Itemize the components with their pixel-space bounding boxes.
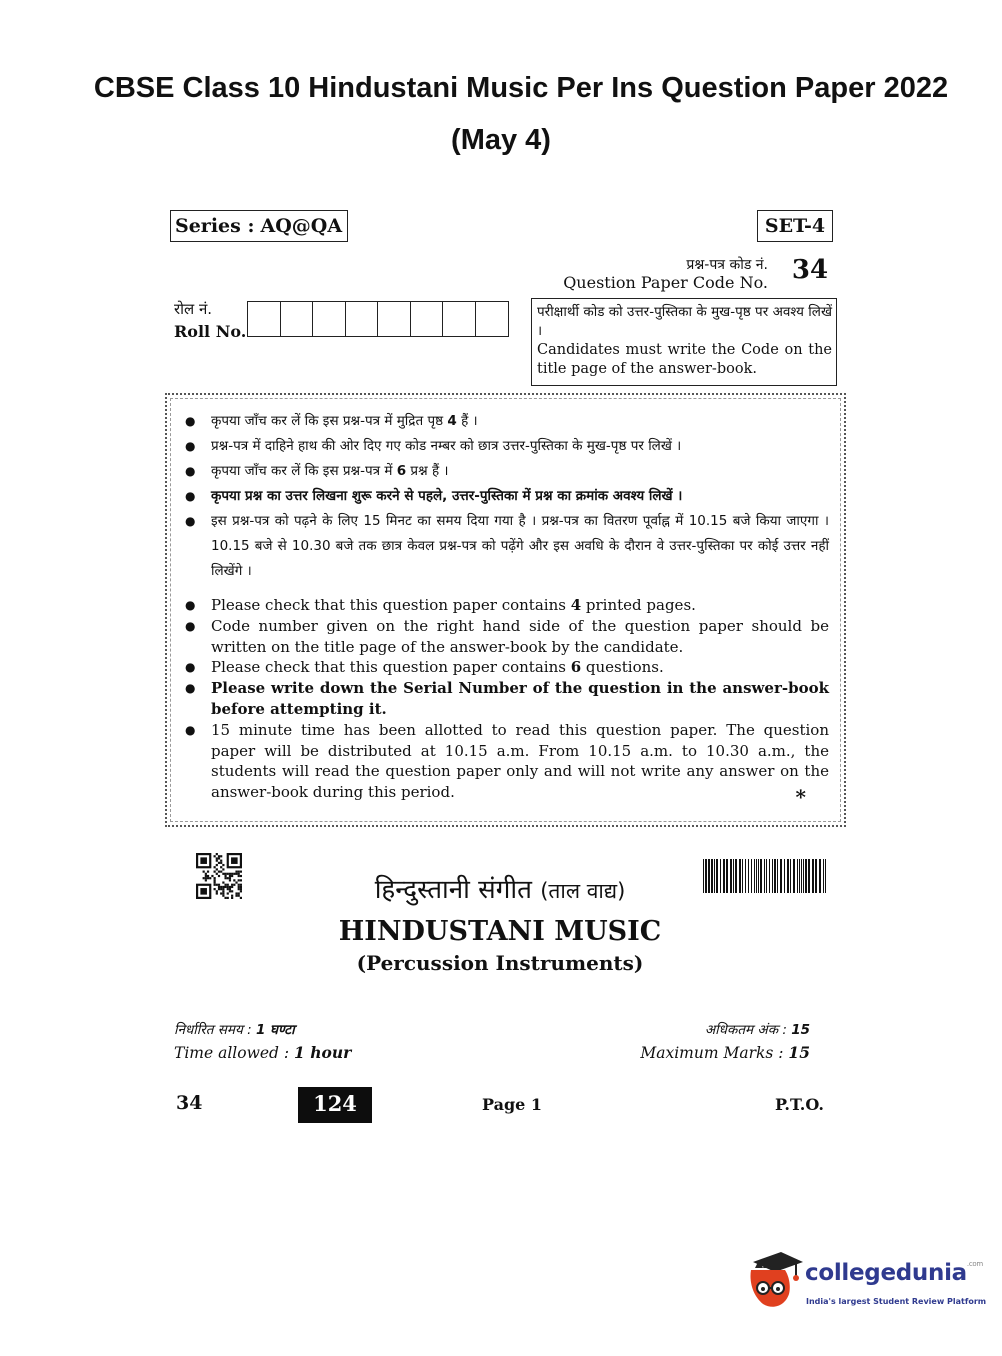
instruction-text: इस प्रश्न-पत्र को पढ़ने के लिए 15 मिनट का समय दिया गया है । प्रश्न-पत्र का वितरण पूर्वाह्न में 10.15 बजे किया जाएगा । 10.15 बजे से 10.30 बजे तक छात्र केवल प्रश्न-पत्र को पढ़ेंगे और इस अवधि के दौरान वे उत्तर-पुस्तिका पर कोई उत्तर नहीं लिखेंगे । [211, 513, 829, 579]
instructions-english-list [179, 595, 829, 803]
logo-name [805, 1260, 983, 1286]
instruction-item [179, 509, 829, 584]
roll-no-digit-box[interactable] [346, 302, 379, 336]
series-value: AQ@QA [260, 215, 343, 237]
instruction-item [179, 409, 829, 434]
logo-tagline: India's largest Student Review Platform [806, 1297, 987, 1306]
instruction-item [179, 657, 829, 678]
time-label-hindi: निर्धारित समय : [174, 1022, 252, 1038]
instruction-text: हैं । [456, 413, 478, 429]
time-label: Time allowed : [174, 1044, 290, 1062]
instruction-item [179, 720, 829, 803]
question-paper-code-label-hindi: प्रश्न-पत्र कोड नं. [686, 257, 768, 273]
code-note-hindi: परीक्षार्थी कोड को उत्तर-पुस्तिका के मुख-पृष्ठ पर अवश्य लिखें । [537, 304, 832, 339]
time-allowed-hindi [174, 1020, 295, 1038]
footer-number-badge: 124 [298, 1087, 372, 1123]
instruction-text: 6 [570, 658, 582, 677]
roll-no-digit-box[interactable] [476, 302, 509, 336]
instruction-text: Please write down the Serial Number of the question in the answer-book before attempting it. [211, 679, 829, 718]
question-paper-code-number: 34 [791, 255, 829, 285]
instruction-item [179, 459, 829, 484]
instructions-hindi-list [179, 409, 829, 584]
subject-title: HINDUSTANI MUSIC [338, 916, 662, 947]
instruction-text: questions. [581, 658, 664, 677]
instruction-text: कृपया जाँच कर लें कि इस प्रश्न-पत्र में [211, 463, 397, 479]
roll-no-digit-box[interactable] [248, 302, 281, 336]
subject-subtitle: (Percussion Instruments) [356, 951, 644, 975]
max-marks-hindi [630, 1020, 810, 1038]
roll-no-digit-box[interactable] [443, 302, 476, 336]
marks-value-hindi: 15 [791, 1022, 810, 1038]
star-mark: * [795, 785, 806, 809]
instruction-item [179, 484, 829, 509]
instruction-item [179, 678, 829, 720]
instruction-text: प्रश्न-पत्र में दाहिने हाथ की ओर दिए गए कोड नम्बर को छात्र उत्तर-पुस्तिका के मुख-पृष्ठ पर लिखें । [211, 438, 682, 454]
page-title: CBSE Class 10 Hindustani Music Per Ins Question Paper 2022 [93, 72, 949, 104]
instruction-item [179, 595, 829, 616]
page-subtitle: (May 4) [451, 124, 551, 156]
subject-hindi: हिन्दुस्तानी संगीत [374, 875, 532, 905]
logo-wordmark: collegedunia [805, 1260, 967, 1286]
roll-no-digit-box[interactable] [378, 302, 411, 336]
instruction-item [179, 616, 829, 658]
instruction-text: 4 [570, 596, 582, 614]
instruction-text: 6 [396, 463, 407, 479]
set-box: SET-4 [757, 210, 833, 242]
instruction-text: Code number given on the right hand side of the question paper should be written on the title page of the answer-book by the candidate. [211, 616, 829, 656]
roll-no-digit-box[interactable] [313, 302, 346, 336]
roll-no-label-hindi: रोल नं. [174, 300, 213, 318]
instructions-box [165, 393, 846, 827]
instruction-text: Please check that this question paper contains [211, 658, 571, 677]
roll-no-label: Roll No. [174, 322, 247, 341]
instruction-text: प्रश्न हैं । [406, 463, 449, 479]
logo-suffix: .com [966, 1260, 983, 1268]
subject-title-hindi [300, 870, 700, 906]
question-paper-code-label: Question Paper Code No. [563, 273, 768, 292]
time-value: 1 hour [294, 1043, 352, 1062]
instruction-text: कृपया प्रश्न का उत्तर लिखना शुरू करने से पहले, उत्तर-पुस्तिका में प्रश्न का क्रमांक अवश्य लिखें । [211, 488, 683, 504]
marks-label-hindi: अधिकतम अंक : [704, 1022, 787, 1038]
graduate-mascot-icon [745, 1248, 803, 1310]
time-value-hindi: 1 घण्टा [255, 1022, 295, 1038]
code-note-english: Candidates must write the Code on the title page of the answer-book. [537, 342, 832, 377]
instruction-text: Please check that this question paper contains [211, 596, 571, 614]
instruction-item [179, 434, 829, 459]
roll-no-boxes[interactable] [247, 301, 509, 337]
footer-code: 34 [176, 1092, 203, 1114]
max-marks [610, 1043, 810, 1062]
footer-page: Page 1 [482, 1095, 543, 1114]
time-allowed [174, 1043, 351, 1062]
marks-label: Maximum Marks : [640, 1044, 784, 1062]
series-box [170, 210, 348, 242]
code-note-box [531, 298, 837, 386]
marks-value: 15 [788, 1043, 810, 1062]
qr-code-icon [196, 853, 242, 899]
footer-pto: P.T.O. [775, 1095, 824, 1114]
instruction-text: 4 [447, 413, 457, 429]
series-label: Series : [175, 215, 255, 237]
instruction-text: 15 minute time has been allotted to read this question paper. The question paper will be distributed at 10.15 a.m. From 10.15 a.m. to 10.30 a.m., the students will read the question paper only and will not write any answer on the answer-book during this period. [211, 720, 829, 802]
roll-no-digit-box[interactable] [411, 302, 444, 336]
subject-hindi-sub: (ताल वाद्य) [540, 879, 626, 903]
barcode-icon [703, 859, 827, 893]
roll-no-digit-box[interactable] [281, 302, 314, 336]
instruction-text: printed pages. [581, 596, 696, 614]
instruction-text: कृपया जाँच कर लें कि इस प्रश्न-पत्र में मुद्रित पृष्ठ [211, 413, 448, 429]
collegedunia-logo[interactable] [745, 1248, 987, 1318]
